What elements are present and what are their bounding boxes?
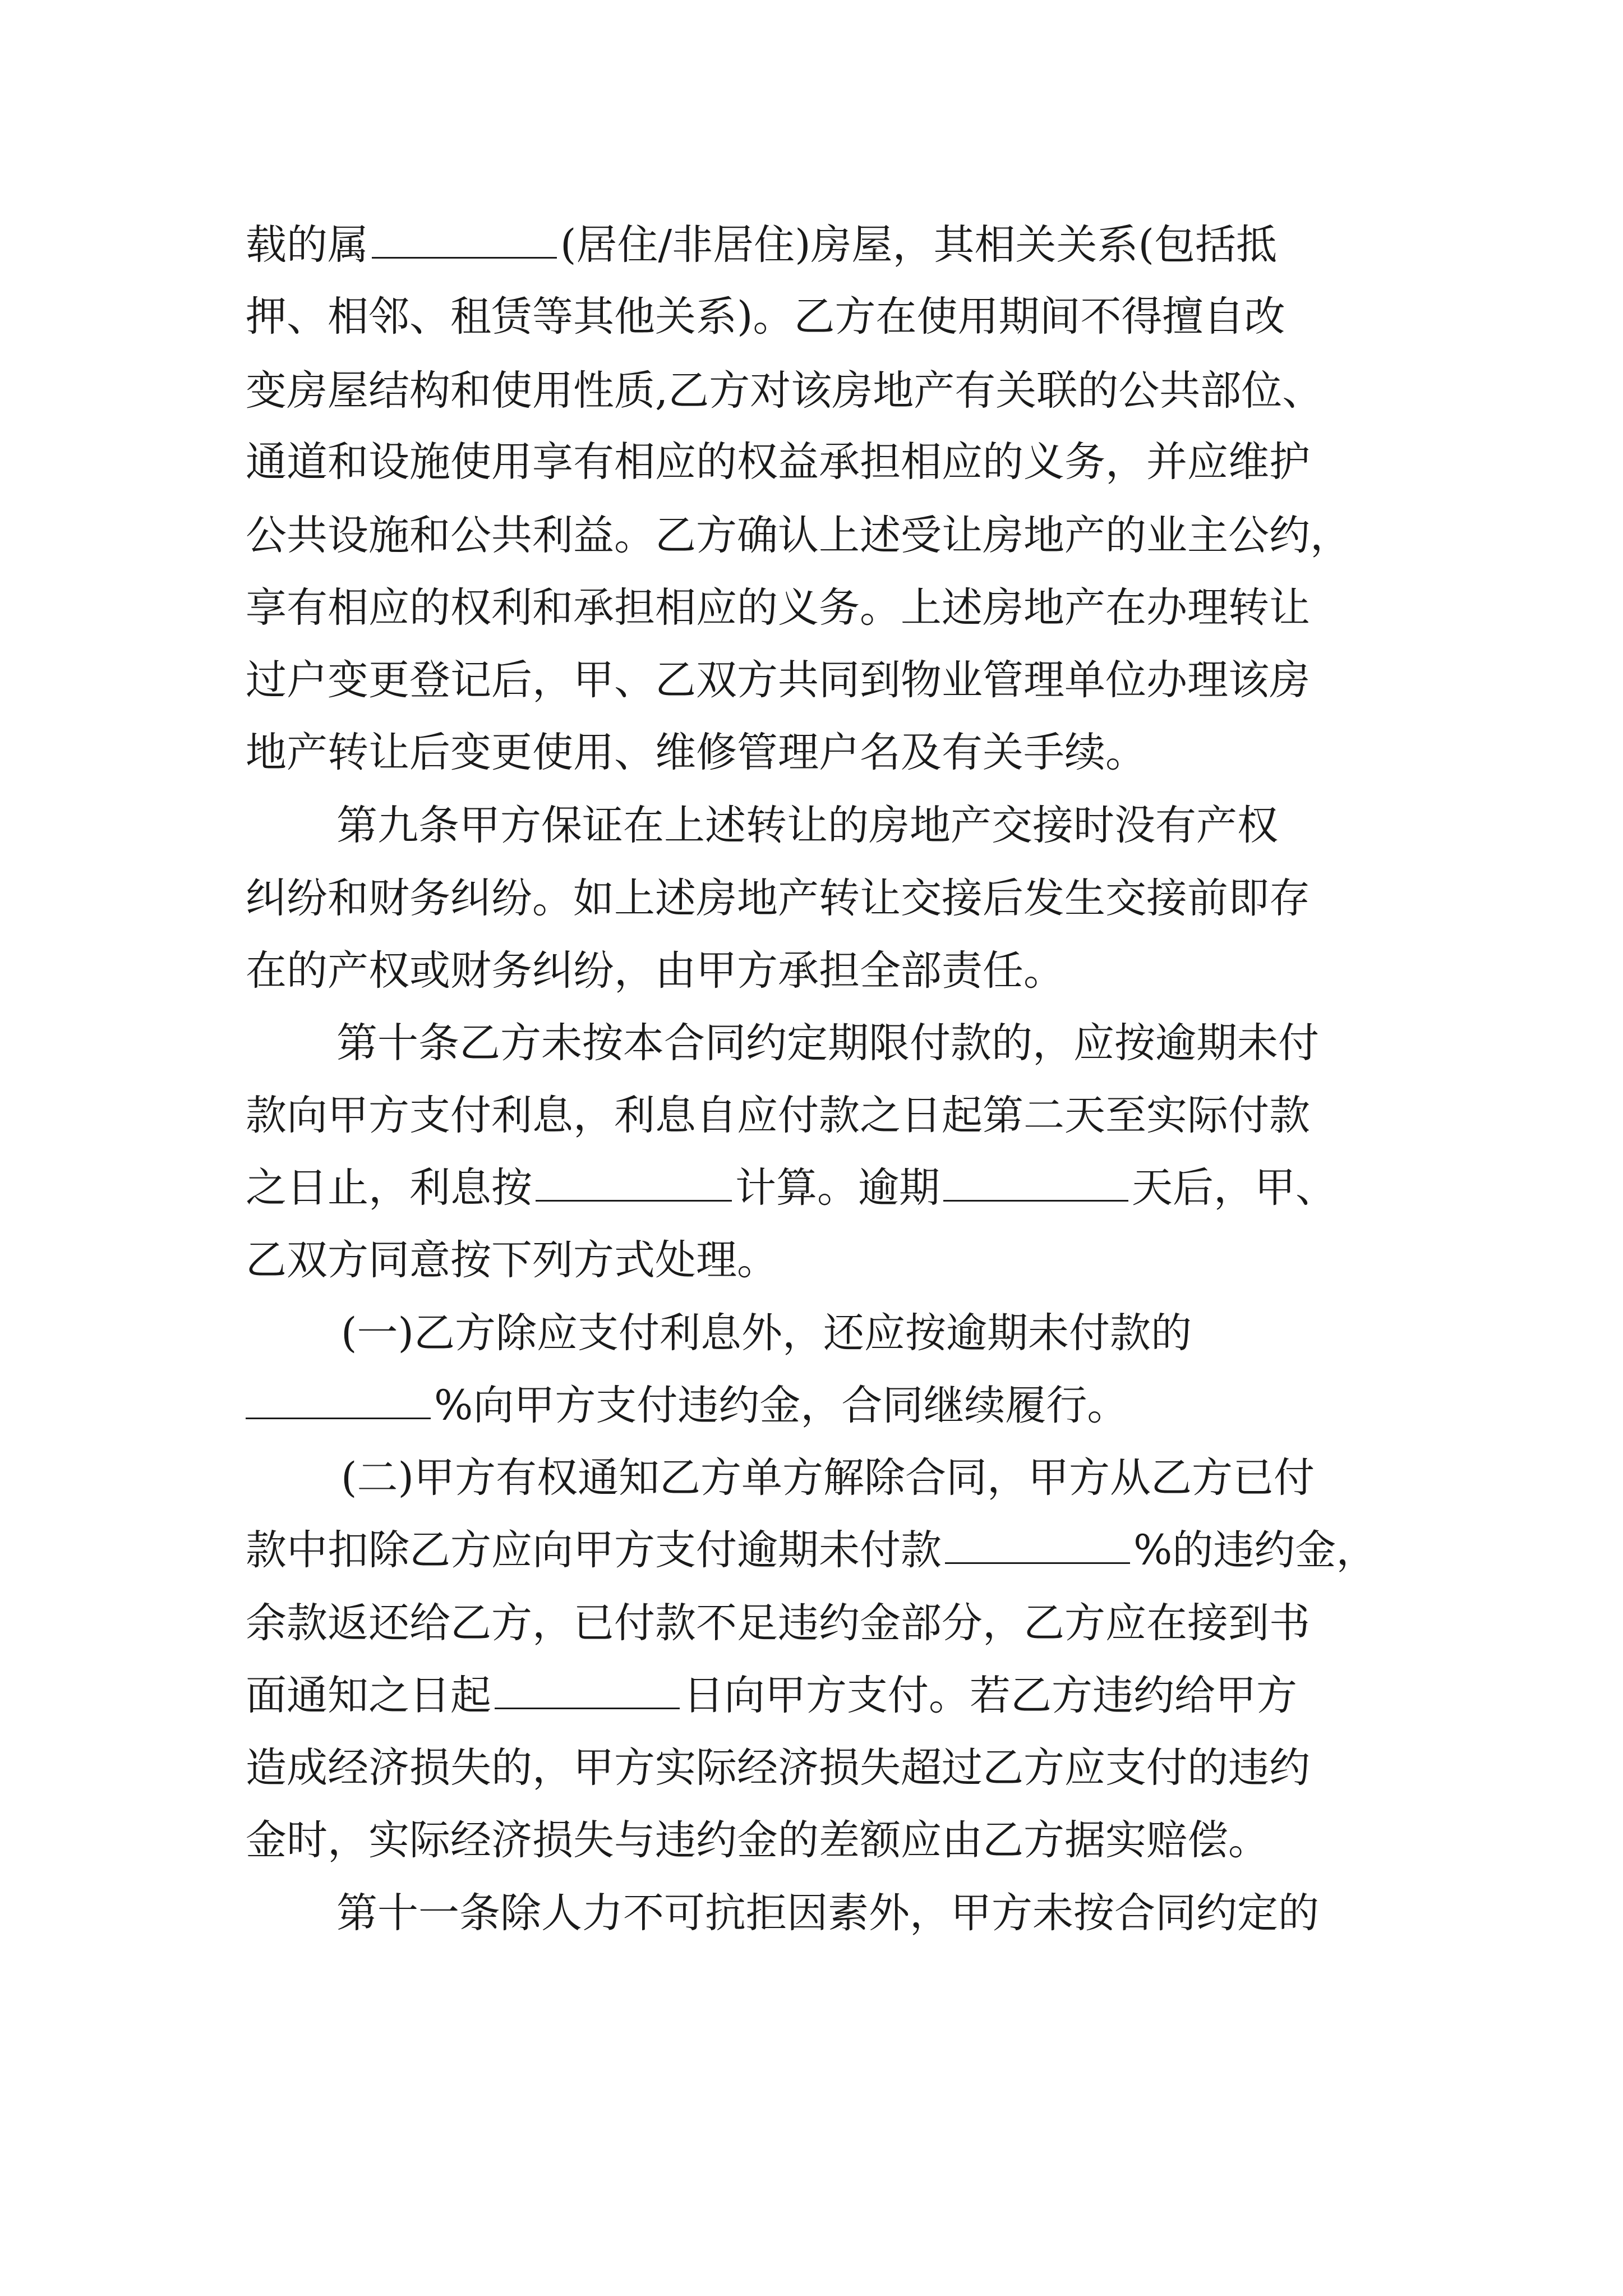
text-line: %向甲方支付违约金，合同继续履行。	[246, 1381, 1128, 1431]
text-line: 面通知之日起 日向甲方支付。若乙方违约给甲方	[246, 1672, 1297, 1719]
text-line: 地产转让后变更使用、维修管理户名及有关手续。	[246, 729, 1146, 776]
text-line: 款向甲方支付利息，利息自应付款之日起第二天至实际付款	[246, 1092, 1310, 1139]
article-10-start: 第十条乙方未按本合同约定期限付款的，应按逾期未付	[336, 1019, 1319, 1067]
fill-blank	[945, 1529, 1130, 1564]
text-line: 造成经济损失的，甲方实际经济损失超过乙方应支付的违约	[246, 1744, 1310, 1792]
fill-blank	[246, 1384, 431, 1419]
text-line: 公共设施和公共利益。乙方确认上述受让房地产的业主公约，	[246, 512, 1351, 559]
fill-blank	[536, 1166, 732, 1202]
text-line: 纠纷和财务纠纷。如上述房地产转让交接后发生交接前即存	[246, 875, 1310, 922]
text-line: 金时，实际经济损失与违约金的差额应由乙方据实赔偿。	[246, 1816, 1269, 1864]
text-line: 在的产权或财务纠纷，由甲方承担全部责任。	[246, 947, 1064, 995]
article-11-start: 第十一条除人力不可抗拒因素外，甲方未按合同约定的	[336, 1889, 1319, 1937]
clause-1-start: (一)乙方除应支付利息外，还应按逾期未付款的	[341, 1309, 1192, 1357]
text-line: 押、相邻、租赁等其他关系)。乙方在使用期间不得擅自改	[246, 293, 1285, 341]
fill-blank	[372, 223, 557, 259]
text-line: 过户变更登记后，甲、乙双方共同到物业管理单位办理该房	[246, 656, 1310, 704]
text-line: 之日止，利息按 计算。逾期 天后，甲、	[246, 1164, 1336, 1212]
article-9-start: 第九条甲方保证在上述转让的房地产交接时没有产权	[336, 802, 1278, 849]
fill-blank	[495, 1674, 680, 1709]
text-line: 款中扣除乙方应向甲方支付逾期未付款 %的违约金，	[246, 1526, 1377, 1574]
text-line: 余款返还给乙方，已付款不足违约金部分，乙方应在接到书	[246, 1599, 1310, 1647]
text-line: 变房屋结构和使用性质,乙方对该房地产有关联的公共部位、	[246, 367, 1324, 415]
text-line: 通道和设施使用享有相应的权益承担相应的义务，并应维护	[246, 438, 1310, 486]
text-line: 乙双方同意按下列方式处理。	[246, 1236, 778, 1284]
fill-blank	[943, 1166, 1128, 1202]
clause-2-start: (二)甲方有权通知乙方单方解除合同，甲方从乙方已付	[341, 1454, 1315, 1502]
text-line: 享有相应的权利和承担相应的义务。上述房地产在办理转让	[246, 584, 1310, 632]
text-line: 载的属 (居住/非居住)房屋，其相关关系(包括抵	[246, 221, 1278, 269]
